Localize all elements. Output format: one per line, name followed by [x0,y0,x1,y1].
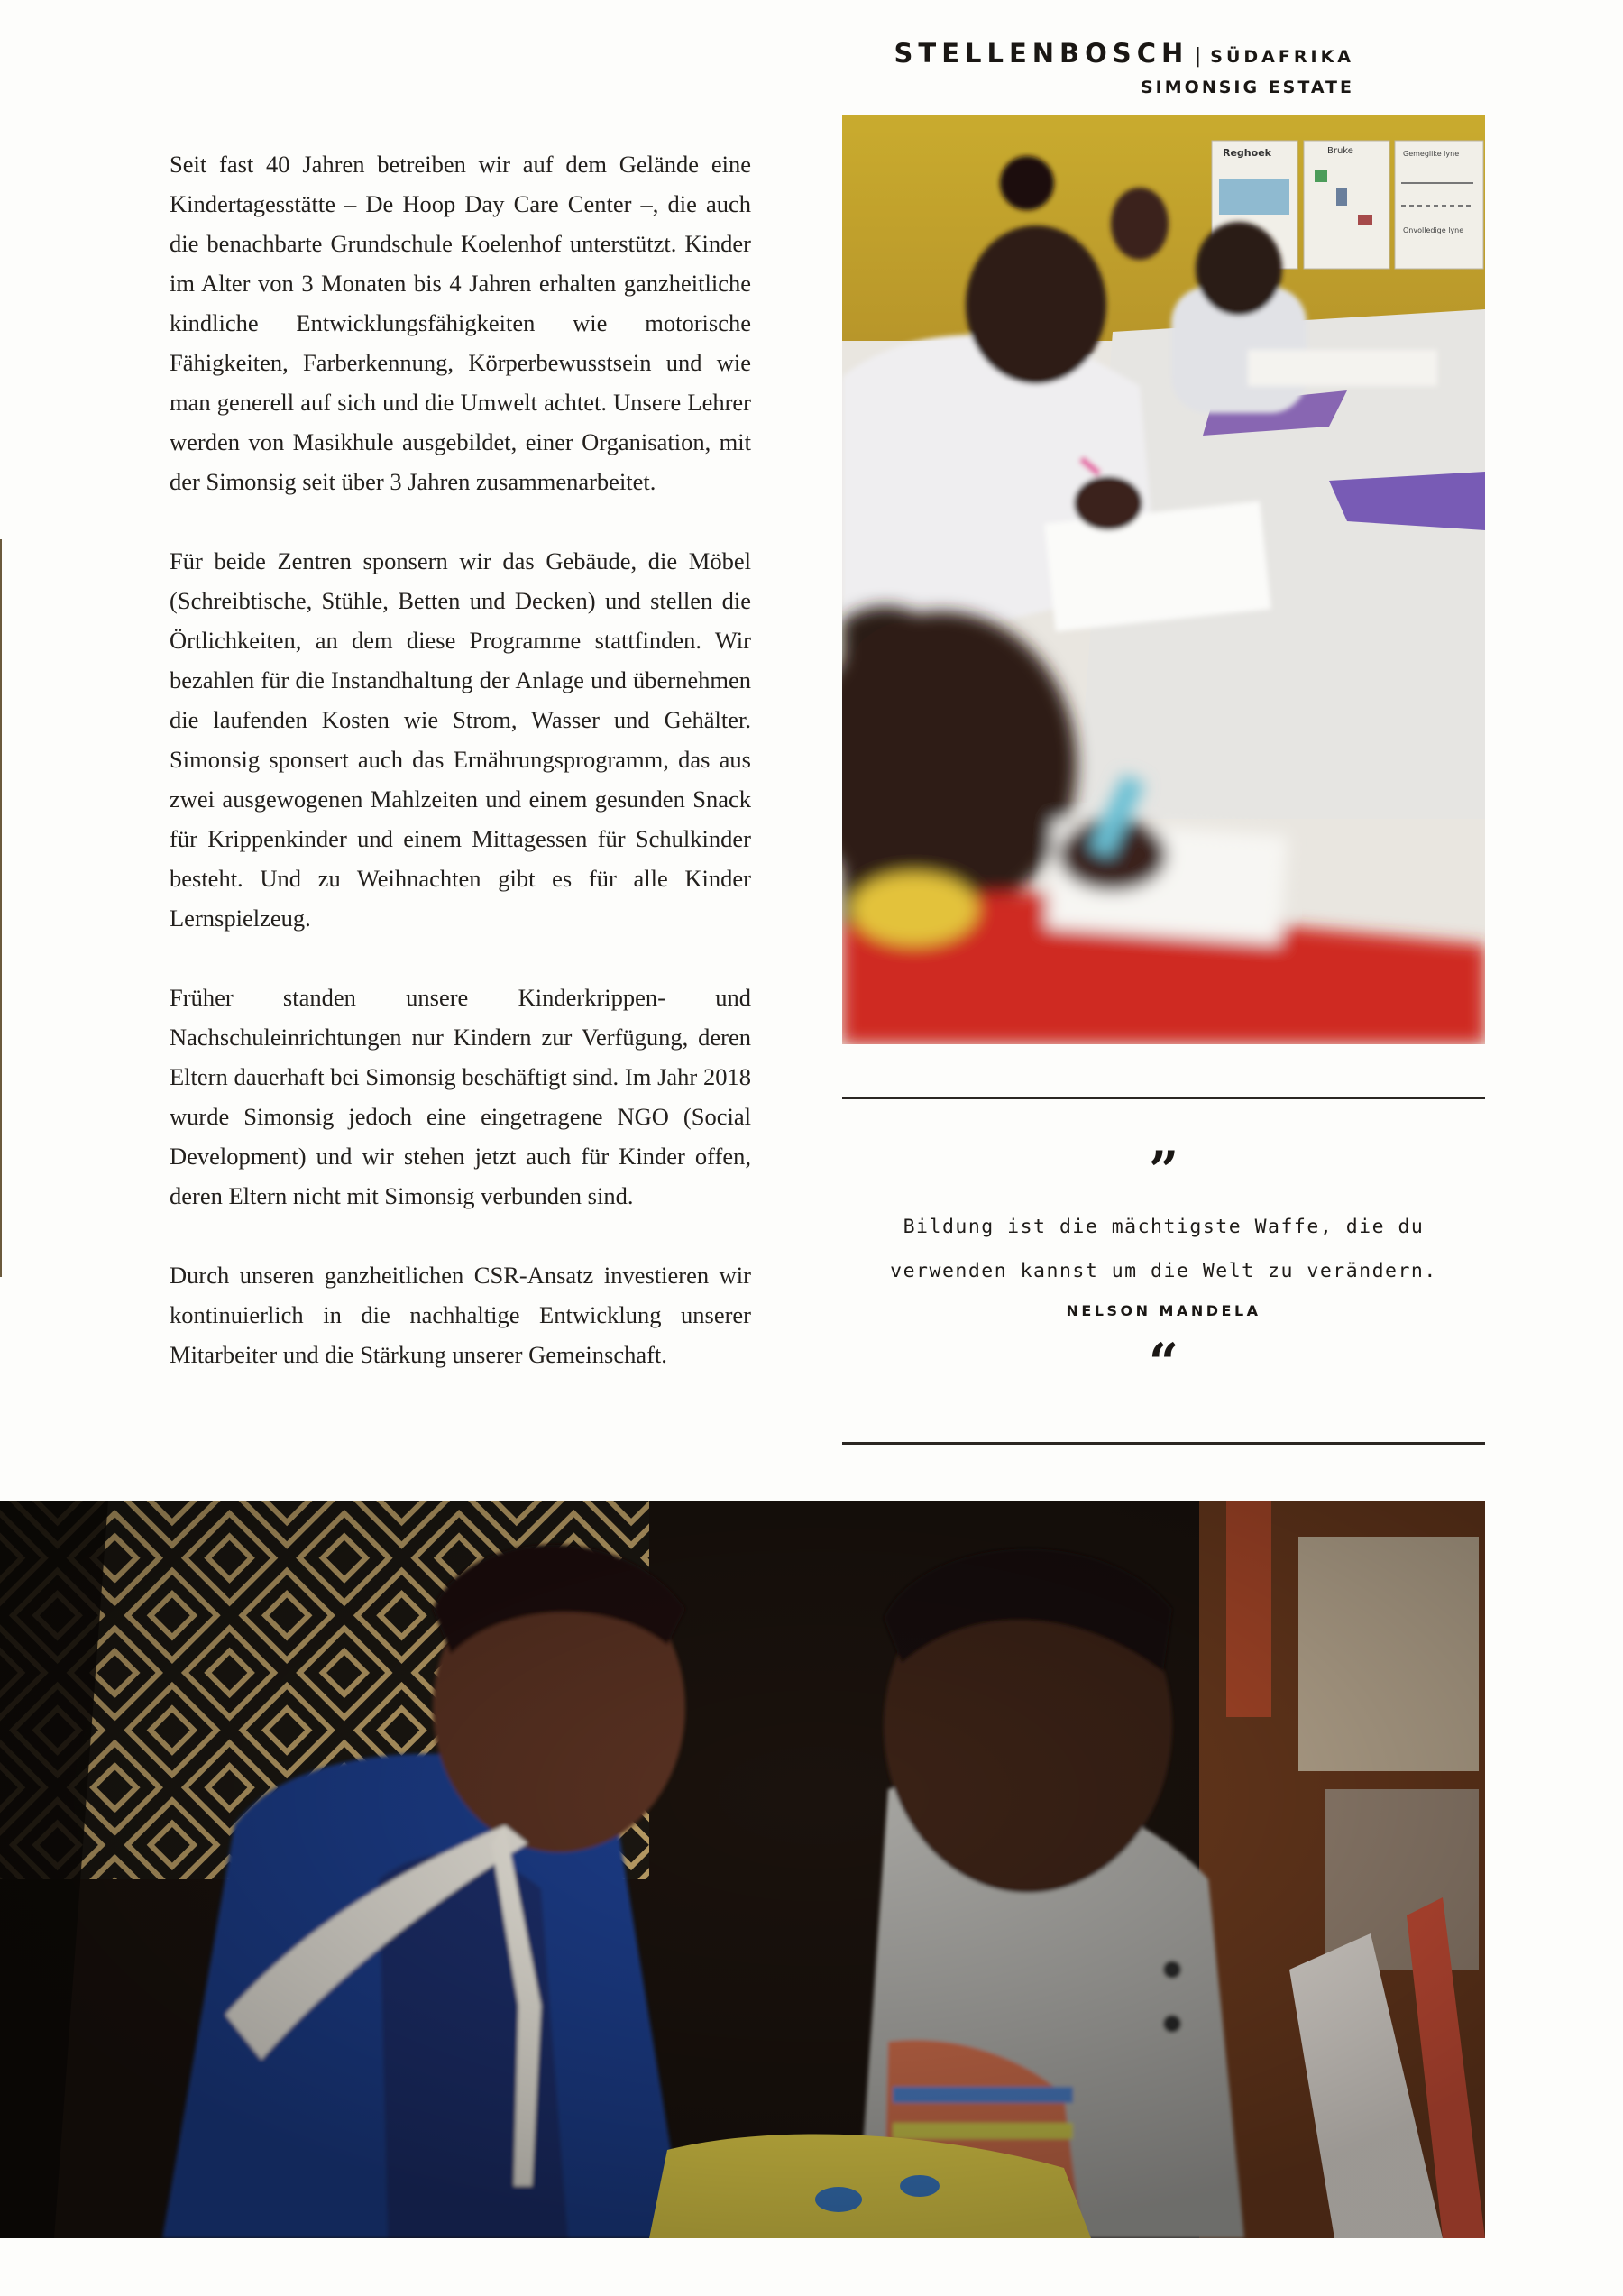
poster-label-2: Bruke [1327,146,1353,156]
body-paragraph-3: Früher standen unsere Kinderkrippen- und Nachschuleinrichtungen nur Kindern zur Verfügung, deren Eltern dauerhaft bei Simonsig beschäftigt sind. Im Jahr 2018 wurde Simonsig jedoch eine eingetragene NGO (Social Development) und wir stehen jetzt auch für Kinder offen, deren Eltern nicht mit Simonsig verbunden sind. [170,984,751,1209]
running-header [894,38,1354,97]
header-location [894,38,1354,69]
quote-rule-bottom [842,1442,1485,1445]
poster-label-4: Onvolledige lyne [1403,226,1464,234]
header-country: SÜDAFRIKA [1210,47,1354,67]
header-place: STELLENBOSCH [894,38,1189,69]
header-estate: SIMONSIG ESTATE [1141,78,1354,97]
quote-block [842,1100,1485,1443]
body-paragraph-2: Für beide Zentren sponsern wir das Gebäude, die Möbel (Schreibtische, Stühle, Betten und Decken) und stellen die Örtlichkeiten, an dem diese Programme stattfinden. Wir bezahlen für die Instandhaltung der Anlage und übernehmen die laufenden Kosten wie Strom, Wasser und Gehälter. Simonsig sponsert auch das Ernährungsprogramm, das aus zwei ausgewogenen Mahlzeiten und einem gesunden Snack für Krippenkinder und einem Mittagessen für Schulkinder besteht. Und zu Weihnachten gibt es für alle Kinder Lernspielzeug. [170,547,751,932]
quote-close-mark: “ [1148,1332,1179,1393]
header-separator: | [1194,45,1202,68]
quote-open-mark: ” [1148,1140,1179,1201]
boys-reading-photo [0,1501,1485,2238]
quote-author: NELSON MANDELA [1066,1302,1261,1319]
poster-label-3: Gemeglike lyne [1403,150,1460,158]
poster-label-1: Reghoek [1223,147,1271,159]
quote-text: Bildung ist die mächtigste Waffe, die du verwenden kannst um die Welt zu verändern. [890,1216,1437,1282]
left-edge-strip [0,539,2,1277]
body-paragraph-4: Durch unseren ganzheitlichen CSR-Ansatz investieren wir kontinuierlich in die nachhaltige Entwicklung unserer Mitarbeiter und die Stärkung unserer Gemeinschaft. [170,1262,751,1368]
classroom-writing-photo [842,115,1485,1044]
body-paragraph-1: Seit fast 40 Jahren betreiben wir auf dem Gelände eine Kindertagesstätte – De Hoop Day Care Center –, die auch die benachbarte Grundschule Koelenhof unterstützt. Kinder im Alter von 3 Monaten bis 4 Jahren erhalten ganzheitliche kindliche Entwicklungsfähigkeiten wie motorische Fähigkeiten, Farberkennung, Körperbewusstsein und wie man generell auf sich und die Umwelt achtet. Unsere Lehrer werden von Masikhule ausgebildet, einer Organisation, mit der Simonsig seit über 3 Jahren zusammenarbeitet. [170,151,751,495]
body-text-column [170,144,751,1414]
quote-rule-top [842,1097,1485,1099]
